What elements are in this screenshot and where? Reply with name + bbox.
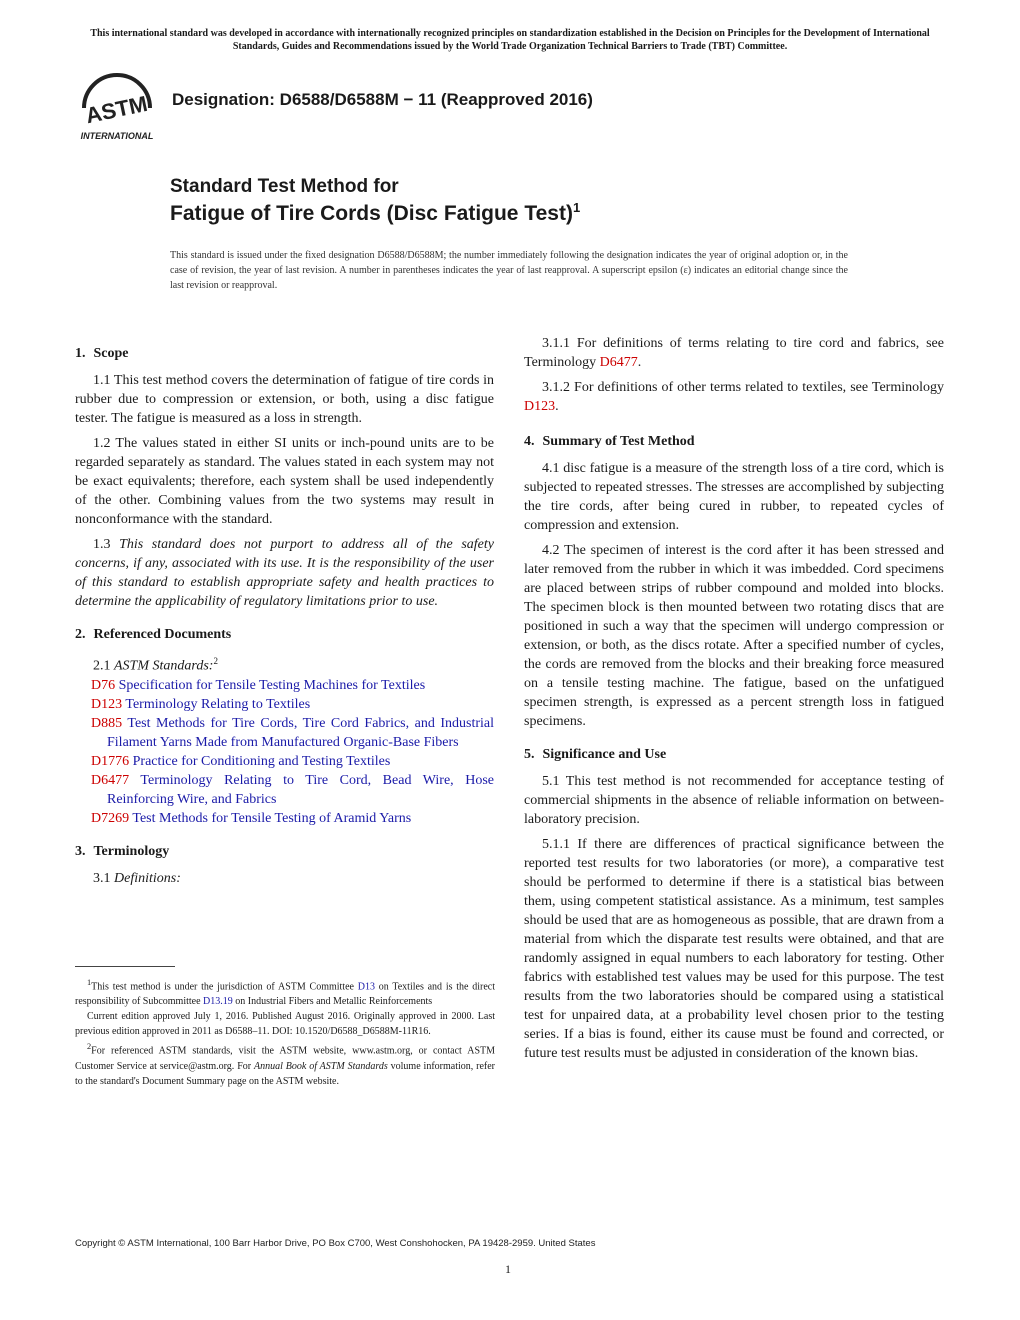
footnote-divider <box>75 966 175 967</box>
footnotes <box>75 975 495 1089</box>
title-line-2 <box>170 200 580 226</box>
section-2-heading: 2. Referenced Documents <box>75 627 232 642</box>
ref-d6477[interactable]: D6477 Terminology Relating to Tire Cord, Bead Wire, Hose Reinforcing Wire, and Fabrics <box>91 772 494 807</box>
wto-notice: This international standard was developed in accordance with internationally recognized principles on standardization established in the Decision on Principles for the Development of International Standards, Guides and Recommendations issued by the World Trade Organization Technical Barriers to Trade (TBT) Committee. <box>90 28 930 52</box>
para-1-1: 1.1 This test method covers the determination of fatigue of tire cords in rubber due to compression or extension, or both, using a disc fatigue tester. The fatigue is measured as a loss in strength. <box>75 373 494 426</box>
para-3-1-1: 3.1.1 For definitions of terms relating to tire cord and fabrics, see Terminology D6477. <box>524 336 944 370</box>
logo-subtext: INTERNATIONAL <box>80 131 154 141</box>
ref-d1776[interactable]: D1776 Practice for Conditioning and Testing Textiles <box>91 753 391 769</box>
section-3-heading: 3. Terminology <box>75 843 170 859</box>
designation: Designation: D6588/D6588M − 11 (Reapproved 2016) <box>172 90 593 109</box>
left-column <box>75 334 494 894</box>
copyright-footer: Copyright © ASTM International, 100 Barr Harbor Drive, PO Box C700, West Conshohocken, PA 19428-2959. United States <box>75 1238 596 1249</box>
link-d6477[interactable]: D6477 <box>599 355 638 370</box>
ref-d123[interactable]: D123 Terminology Relating to Textiles <box>91 696 311 712</box>
link-d13-19[interactable]: D13.19 <box>203 996 233 1008</box>
ref-d7269[interactable]: D7269 Test Methods for Tensile Testing of Aramid Yarns <box>91 810 412 826</box>
para-4-1: 4.1 disc fatigue is a measure of the strength loss of a tire cord, which is subjected to repeated stresses. The stresses are accomplished by subjecting the tire cords, after being cured in rubber, to repeated cycles of compression and extension. <box>524 461 944 533</box>
para-3-1-2: 3.1.2 For definitions of other terms related to textiles, see Terminology D123. <box>524 380 944 414</box>
para-2-1: 2.1 ASTM Standards:$^2$ <box>93 656 218 674</box>
para-4-2: 4.2 The specimen of interest is the cord after it has been stressed and later removed from the rubber in which it was imbedded. Cord specimens are placed between strips of rubber compound and molded into blocks. The specimen block is then mounted between two rotating discs that are positioned in such a way that the specimen will undergo compression or extension, or both, as the discs rotate. After a specified number of cycles, the cords are removed from the blocks and their breaking force measured on a tensile testing machine. The fatigue, based on the unfatigued specimen strength, is expressed as a percent strength loss in fatigued specimens. <box>524 543 944 729</box>
title-text: Fatigue of Tire Cords (Disc Fatigue Test) <box>170 202 573 225</box>
para-1-3: 1.3 This standard does not purport to address all of the safety concerns, if any, associated with its use. It is the responsibility of the user of this standard to establish appropriate safety and health practices to determine the applicability of regulatory limitations prior to use. <box>75 537 495 609</box>
section-1-heading: 1. Scope <box>75 346 129 361</box>
right-column <box>524 334 944 1069</box>
ref-d885[interactable]: D885 Test Methods for Tire Cords, Tire Cord Fabrics, and Industrial Filament Yarns Made from Manufactured Organic-Base Fibers <box>91 715 494 750</box>
title-line-1: Standard Test Method for <box>170 176 399 197</box>
astm-logo-graphic <box>74 72 160 144</box>
ref-d76[interactable]: D76 Specification for Tensile Testing Machines for Textiles <box>91 677 426 693</box>
designation-notice: This standard is issued under the fixed designation D6588/D6588M; the number immediately following the designation indicates the year of original adoption or, in the case of revision, the year of last revision. A number in parentheses indicates the year of last reapproval. A superscript epsilon (ε) indicates an editorial change since the last revision or reapproval. <box>170 250 848 291</box>
para-3-1: 3.1 Definitions: <box>93 870 181 886</box>
footnote-1: $^1$This test method is under the jurisdiction of ASTM Committee D13 on Textiles and is the direct responsibility of Subcommittee D13.19 on Industrial Fibers and Metallic Reinforcements <box>75 978 496 1008</box>
para-5-1-1: 5.1.1 If there are differences of practical significance between the reported test results for two laboratories (or more), a comparative test should be performed to determine if there is a statistical bias between them, using competent statistical assistance. As a minimum, test samples should be used that are as homogeneous as possible, that are drawn from a material from which the disparate test results were obtained, and that are randomly assigned in equal numbers to each laboratory for testing. Other fabrics with established test values may be used for this purpose. The test results from the two laboratories should be compared using a statistical test for unpaired data, at a probability level chosen prior to the testing series. If a bias is found, either its cause must be found and corrected, or future test results must be adjusted in consideration of the known bias. <box>524 837 944 1061</box>
footnote-1-edition: Current edition approved July 1, 2016. Published August 2016. Originally approved in 2000. Last previous edition approved in 2011 as D6588–11. DOI: 10.1520/D6588_D6588M-11R16. <box>75 1011 495 1038</box>
link-d13[interactable]: D13 <box>357 981 375 993</box>
referenced-documents-list <box>75 676 494 828</box>
link-d123[interactable]: D123 <box>524 399 556 414</box>
astm-logo <box>74 72 160 144</box>
para-1-2: 1.2 The values stated in either SI units or inch-pound units are to be regarded separately as standard. The values stated in each system may not be exact equivalents; therefore, each system shall be used independently of the other. Combining values from the two systems may result in nonconformance with the standard. <box>75 436 494 527</box>
logo-text: ASTM <box>83 90 150 129</box>
para-5-1: 5.1 This test method is not recommended for acceptance testing of commercial shipments in the absence of reliable information on between-laboratory precision. <box>524 774 944 827</box>
title-footnote-mark: 1 <box>572 200 581 215</box>
footnote-2: $^2$For referenced ASTM standards, visit the ASTM website, www.astm.org, or contact ASTM Customer Service at service@astm.org. For Annual Book of ASTM Standards volume information, refer to the standard's Document Summary page on the ASTM website. <box>75 1042 495 1087</box>
section-4-heading: 4. Summary of Test Method <box>524 434 695 449</box>
page-number: 1 <box>505 1262 511 1276</box>
section-5-heading: 5. Significance and Use <box>524 747 667 762</box>
